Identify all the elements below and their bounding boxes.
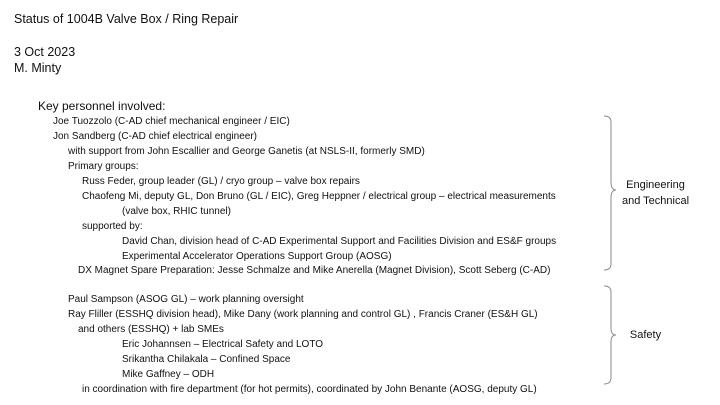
brace-group (600, 110, 620, 390)
list-item: David Chan, division head of C-AD Experimental Support and Facilities Division and ES&F groups (122, 236, 557, 247)
engineering-label-line1: Engineering (626, 179, 685, 191)
list-item: Russ Feder, group leader (GL) / cryo group – valve box repairs (82, 176, 360, 187)
list-item: and others (ESSHQ) + lab SMEs (78, 324, 224, 335)
list-item: Paul Sampson (ASOG GL) – work planning oversight (68, 294, 304, 305)
list-item: Eric Johannsen – Electrical Safety and LOTO (122, 339, 324, 350)
engineering-label (618, 177, 693, 209)
list-item: (valve box, RHIC tunnel) (122, 206, 231, 217)
list-item: Chaofeng Mi, deputy GL, Don Bruno (GL / EIC), Greg Heppner / electrical group – electrical measurements (82, 191, 556, 202)
safety-label: Safety (629, 329, 662, 341)
list-item: Ray Fliller (ESSHQ division head), Mike Dany (work planning and control GL) , Francis Craner (ES&H GL) (68, 309, 538, 320)
list-item: Srikantha Chilakala – Confined Space (122, 354, 291, 365)
list-item: Jon Sandberg (C-AD chief electrical engineer) (53, 131, 257, 142)
engineering-label-line2: and Technical (621, 195, 690, 207)
list-item: Experimental Accelerator Operations Support Group (AOSG) (122, 251, 392, 262)
list-item: Joe Tuozzolo (C-AD chief mechanical engineer / EIC) (53, 116, 290, 127)
author: M. Minty (14, 61, 62, 75)
page-title: Status of 1004B Valve Box / Ring Repair (14, 12, 239, 26)
section-heading: Key personnel involved: (38, 99, 166, 113)
date: 3 Oct 2023 (14, 45, 76, 59)
engineering-brace (604, 116, 616, 270)
list-item: in coordination with fire department (for hot permits), coordinated by John Benante (AOSG, deputy GL) (82, 384, 537, 395)
list-item: supported by: (82, 221, 143, 232)
safety-brace (604, 286, 616, 384)
list-item: Primary groups: (68, 161, 139, 172)
list-item: Mike Gaffney – ODH (122, 369, 215, 380)
list-item: DX Magnet Spare Preparation: Jesse Schmalze and Mike Anerella (Magnet Division), Scott Seberg (C-AD) (78, 265, 551, 276)
list-item: with support from John Escallier and George Ganetis (at NSLS-II, formerly SMD) (68, 146, 425, 157)
